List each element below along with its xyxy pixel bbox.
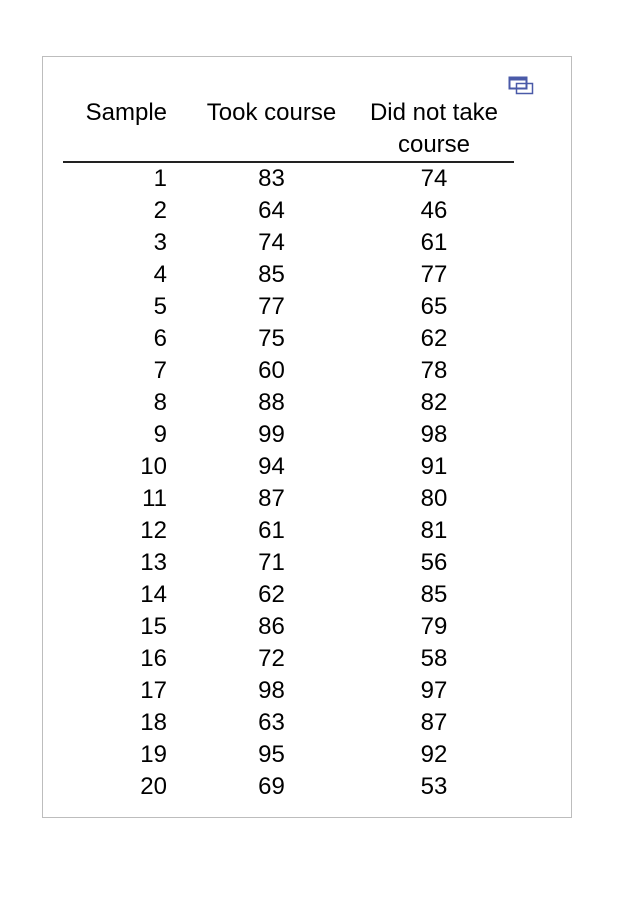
cell-sample: 6 — [153, 325, 167, 352]
cell-did-not-take-course: 62 — [420, 325, 448, 352]
table-row — [63, 611, 514, 643]
table-row — [63, 419, 514, 451]
cell-did-not-take-course: 82 — [420, 389, 448, 416]
table-row — [63, 387, 514, 419]
cell-sample: 1 — [153, 165, 167, 192]
cell-sample: 4 — [153, 261, 167, 288]
header-took-course: Took course — [189, 97, 354, 162]
data-table — [63, 97, 514, 803]
cell-took-course: 74 — [258, 229, 285, 256]
cell-did-not-take-course: 97 — [420, 677, 448, 704]
cell-did-not-take-course: 77 — [420, 261, 448, 288]
table-row — [63, 771, 514, 803]
cell-sample: 13 — [140, 549, 167, 576]
cell-took-course: 71 — [258, 549, 285, 576]
header-sample: Sample — [63, 97, 189, 162]
cell-did-not-take-course: 91 — [420, 453, 448, 480]
cell-sample: 3 — [153, 229, 167, 256]
cell-took-course: 60 — [258, 357, 285, 384]
cell-did-not-take-course: 98 — [420, 421, 448, 448]
cell-sample: 7 — [153, 357, 167, 384]
table-body — [63, 162, 514, 803]
cell-did-not-take-course: 61 — [420, 229, 448, 256]
cell-took-course: 94 — [258, 453, 285, 480]
cell-took-course: 72 — [258, 645, 285, 672]
cell-sample: 17 — [140, 677, 167, 704]
table-row — [63, 323, 514, 355]
table-row — [63, 355, 514, 387]
cell-took-course: 75 — [258, 325, 285, 352]
header-did-not-take-course — [354, 97, 514, 162]
table-row — [63, 162, 514, 195]
table-row — [63, 483, 514, 515]
cell-sample: 12 — [140, 517, 167, 544]
cell-sample: 20 — [140, 773, 167, 800]
cell-did-not-take-course: 56 — [420, 549, 448, 576]
table-row — [63, 547, 514, 579]
table-row — [63, 259, 514, 291]
cell-did-not-take-course: 58 — [420, 645, 448, 672]
cell-took-course: 77 — [258, 293, 285, 320]
cell-took-course: 95 — [258, 741, 285, 768]
cell-sample: 19 — [140, 741, 167, 768]
cell-sample: 8 — [153, 389, 167, 416]
header-did-not-take-line1: Did not take — [369, 99, 499, 126]
cell-sample: 16 — [140, 645, 167, 672]
cell-took-course: 87 — [258, 485, 285, 512]
cell-sample: 2 — [153, 197, 167, 224]
cell-took-course: 61 — [258, 517, 285, 544]
table-row — [63, 227, 514, 259]
cell-took-course: 64 — [258, 197, 285, 224]
cell-did-not-take-course: 79 — [420, 613, 448, 640]
table-row — [63, 515, 514, 547]
cell-did-not-take-course: 85 — [420, 581, 448, 608]
cell-did-not-take-course: 87 — [420, 709, 448, 736]
table-row — [63, 675, 514, 707]
cell-did-not-take-course: 81 — [420, 517, 448, 544]
table-row — [63, 291, 514, 323]
cell-did-not-take-course: 78 — [420, 357, 448, 384]
table-row — [63, 707, 514, 739]
cell-did-not-take-course: 65 — [420, 293, 448, 320]
cell-did-not-take-course: 74 — [420, 165, 448, 192]
cell-took-course: 62 — [258, 581, 285, 608]
cell-did-not-take-course: 80 — [420, 485, 448, 512]
table-header-row — [63, 97, 514, 162]
cell-did-not-take-course: 53 — [420, 773, 448, 800]
cell-sample: 5 — [153, 293, 167, 320]
cell-sample: 11 — [142, 485, 167, 512]
table-row — [63, 739, 514, 771]
cell-did-not-take-course: 46 — [420, 197, 448, 224]
table-row — [63, 643, 514, 675]
cell-sample: 14 — [140, 581, 167, 608]
table-row — [63, 579, 514, 611]
cell-took-course: 86 — [258, 613, 285, 640]
cell-took-course: 85 — [258, 261, 285, 288]
cell-took-course: 83 — [258, 165, 285, 192]
data-panel — [42, 56, 572, 818]
cell-sample: 18 — [140, 709, 167, 736]
header-did-not-take-line2: course — [397, 131, 471, 158]
cell-sample: 9 — [153, 421, 167, 448]
cell-took-course: 63 — [258, 709, 285, 736]
cell-did-not-take-course: 92 — [420, 741, 448, 768]
cell-sample: 10 — [140, 453, 167, 480]
cell-took-course: 69 — [258, 773, 285, 800]
cell-took-course: 99 — [258, 421, 285, 448]
table-row — [63, 451, 514, 483]
table-row — [63, 195, 514, 227]
cell-took-course: 88 — [258, 389, 285, 416]
cell-took-course: 98 — [258, 677, 285, 704]
popout-window-icon[interactable] — [508, 76, 534, 96]
cell-sample: 15 — [140, 613, 167, 640]
